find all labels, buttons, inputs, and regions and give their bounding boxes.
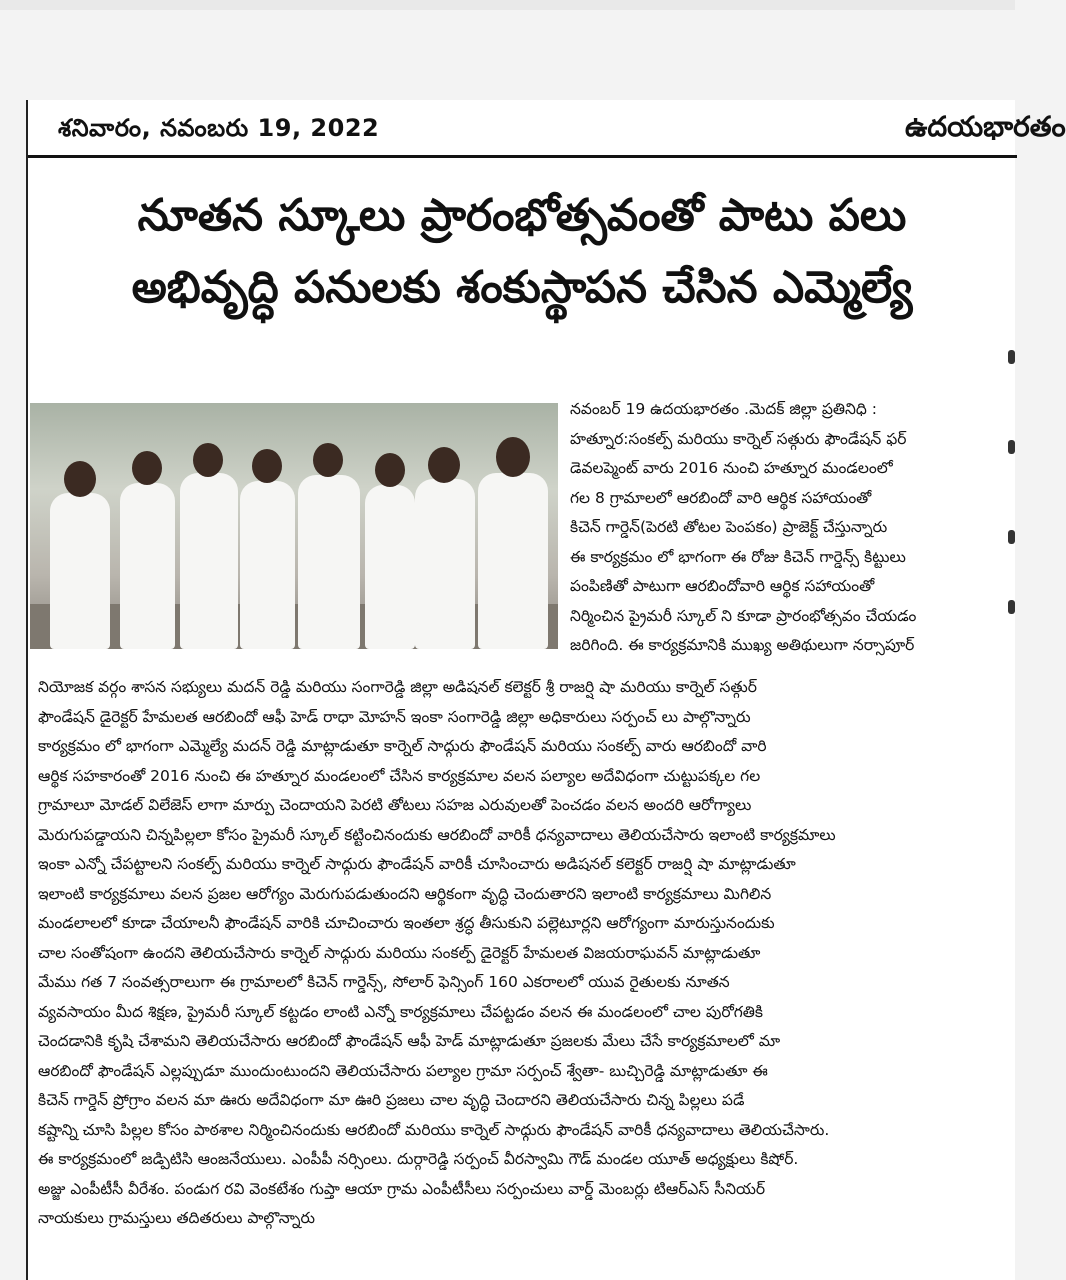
- article-body: నియోజక వర్గం శాసన సభ్యులు మదన్ రెడ్డి మరియు సంగారెడ్డి జిల్లా అడిషనల్ కలెక్టర్ శ్రీ రాజర్షి షా మరియు కార్నెల్ సత్గుర్ ఫౌండేషన్ డైరెక్టర్ హేమలత ఆరబిందో ఆఫీ హెడ్ రాధా మోహన్ ఇంకా సంగారెడ్డి జిల్లా అధికారులు సర్పంచ్ లు పాల్గొన్నారు కార్యక్రమం లో భాగంగా ఎమ్మెల్యే మదన్ రెడ్డి మాట్లాడుతూ కార్నెల్ సాధ్గురు ఫౌండేషన్ మరియు సంకల్ప్ వారు ఆరబిందో వారి ఆర్థిక సహకారంతో 2016 నుంచి ఈ హత్నూర మండలంలో చేసిన కార్యక్రమాల వలన పల్యాల అదేవిధంగా చుట్టుపక్కల గల గ్రామాలూ మోడల్ విలేజెస్ లాగా మార్పు చెందాయని పెరటి తోటలు సహజ ఎరువులతో పెంచడం వలన అందరి ఆరోగ్యాలు మెరుగుపడ్డాయని చిన్నపిల్లలా కోసం ప్రైమరీ స్కూల్ కట్టించినందుకు ఆరబిందో వారికీ ధన్యవాదాలు తెలియచేసారు ఇలాంటి కార్యక్రమాలు ఇంకా ఎన్నో చేపట్టాలని సంకల్ప్ మరియు కార్నెల్ సాధ్గురు ఫౌండేషన్ వారికీ చూసించారు అడిషనల్ కలెక్టర్ రాజర్షి షా మాట్లాడుతూ ఇలాంటి కార్యక్రమాలు వలన ప్రజల ఆరోగ్యం మెరుగుపడుతుందని ఆర్థికంగా వృద్ధి చెందుతారని ఇలాంటి కార్యక్రమాలు మిగిలిన మండలాలలో కూడా చేయాలనీ ఫౌండేషన్ వారికి చూచించారు ఇంతలా శ్రద్ధ తీసుకుని పల్లెటూర్లని ఆరోగ్యంగా మారుస్తునందుకు చాల సంతోషంగా ఉందని తెలియచేసారు కార్నెల్ సాధ్గురు మరియు సంకల్ప్ డైరెక్టర్ హేమలత విజయరాఘవన్ మాట్లాడుతూ మేము గత 7 సంవత్సరాలుగా ఈ గ్రామాలలో కిచెన్ గార్డెన్స్, సోలార్ ఫెన్సింగ్ 160 ఎకరాలలో యువ రైతులకు నూతన వ్యవసాయం మీద శిక్షణ, ప్రైమరీ స్కూల్ కట్టడం లాంటి ఎన్నో కార్యక్రమాలు చేపట్టడం వలన ఈ మండలంలో చాల పురోగతికి చెందడానికి కృషి చేశామని తెలియచేసారు ఆరబిందో ఫౌండేషన్ ఆఫీ హెడ్ మాట్లాడుతూ ప్రజలకు మేలు చేసే కార్యక్రమాలలో మా ఆరబిందో ఫౌండేషన్ ఎల్లప్పుడూ ముందుంటుందని తెలియచేసారు పల్యాల గ్రామా సర్పంచ్ శ్వేతా- బుచ్చిరెడ్డి మాట్లాడుతూ ఈ కిచెన్ గార్డెన్ ప్రోగ్రాం వలన మా ఊరు అదేవిధంగా మా ఊరి ప్రజలు చాల వృద్ధి చెందారని తెలియచేసారు చిన్న పిల్లలు పడే కష్టాన్ని చూసి పిల్లల కోసం పాఠశాల నిర్మించినందుకు ఆరబిందో మరియు కార్నెల్ సాధ్గురు ఫౌండేషన్ వారికీ ధన్యవాదాలు తెలియచేసారు. ఈ కార్యక్రమంలో జడ్పిటిసి ఆంజనేయులు. ఎంపీపీ నర్సింలు. దుర్గారెడ్డి సర్పంచ్ వీరస్వామి గౌడ్ మండల యూత్ అధ్యక్షులు కిషోర్. అజ్జు ఎంపీటీసీ వీరేశం. పండుగ రవి వెంకటేశం గుప్తా ఆయా గ్రామ ఎంపీటీసీలు సర్పంచులు వార్డ్ మెంబర్లు టిఆర్ఎస్ సీనియర్ నాయకులు గ్రామస్తులు తదితరులు పాల్గొన్నారు: [38, 678, 836, 1227]
- adjacent-column-edge: [1008, 340, 1015, 1280]
- photo-person: [180, 473, 238, 649]
- top-bar: [0, 0, 1015, 10]
- photo-person: [50, 493, 110, 649]
- photo-person-head: [428, 447, 460, 483]
- photo-person: [240, 481, 295, 649]
- headline-line-1: నూతన స్కూలు ప్రారంభోత్సవంతో పాటు పలు: [137, 190, 907, 241]
- photo-person-head: [496, 437, 530, 477]
- headline-line-2: అభివృద్ధి పనులకు శంకుస్థాపన చేసిన ఎమ్మెల్యే: [131, 262, 913, 313]
- photo-person: [415, 479, 475, 649]
- adjacent-column-fragment: [1008, 440, 1015, 454]
- masthead: ఉదయభారతం: [905, 110, 1066, 143]
- photo-person-head: [132, 451, 162, 485]
- adjacent-column-fragment: [1008, 530, 1015, 544]
- photo-person-head: [193, 443, 223, 477]
- article-lede: నవంబర్ 19 ఉదయభారతం .మెదక్ జిల్లా ప్రతినిధి : హత్నూర:సంకల్ప్ మరియు కార్నెల్ సత్గురు ఫౌండేషన్ ఫర్ డెవలప్మెంట్ వారు 2016 నుంచి హత్నూర మండలంలో గల 8 గ్రామాలలో ఆరబిందో వారి ఆర్థిక సహాయంతో కిచెన్ గార్డెన్(పెరటి తోటల పెంపకం) ప్రాజెక్ట్ చేస్తున్నారు ఈ కార్యక్రమం లో భాగంగా ఈ రోజు కిచెన్ గార్డెన్స్ కిట్టులు పంపిణితో పాటుగా ఆరబిందోవారి ఆర్థిక సహాయంతో నిర్మించిన ప్రైమరీ స్కూల్ ని కూడా ప్రారంభోత్సవం చేయడం జరిగింది. ఈ కార్యక్రమానికి ముఖ్య అతిథులుగా నర్సాపూర్: [570, 400, 917, 654]
- photo-person: [120, 483, 175, 649]
- article-headline: [42, 180, 1002, 324]
- photo-person: [298, 475, 360, 649]
- photo-person: [478, 473, 548, 649]
- issue-date: శనివారం, నవంబరు 19, 2022: [58, 114, 380, 142]
- adjacent-column-fragment: [1008, 600, 1015, 614]
- article-photo: [30, 403, 558, 649]
- photo-person: [365, 485, 415, 649]
- photo-person-head: [375, 453, 405, 487]
- header-rule: [28, 155, 1017, 158]
- adjacent-column-fragment: [1008, 350, 1015, 364]
- photo-person-head: [64, 461, 96, 497]
- photo-person-head: [252, 449, 282, 483]
- photo-person-head: [313, 443, 343, 477]
- newspaper-page: [26, 100, 1066, 1280]
